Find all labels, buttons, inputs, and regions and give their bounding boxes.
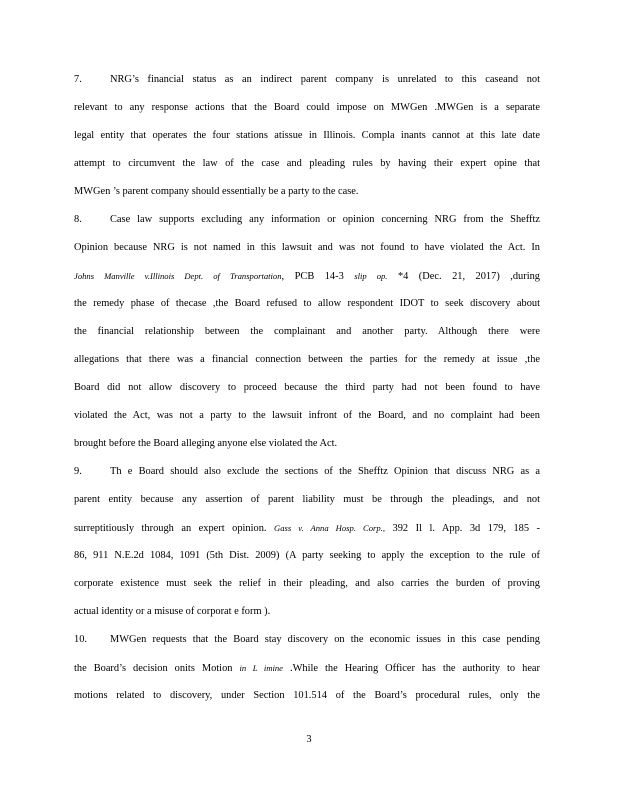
slip-op-italic: slip op. [354, 271, 388, 281]
line-text: NRG’s financial status as an indirect parent company is unrelated to this caseand not [110, 74, 540, 85]
paragraph-7-line-5: MWGen ’s parent company should essentially be a party to the case. [74, 186, 359, 197]
paragraph-9-line-1 [74, 465, 540, 479]
paragraph-number: 9. [74, 466, 82, 477]
paragraph-8-line-9: brought before the Board alleging anyone else violated the Act. [74, 438, 338, 449]
case-citation-gass: Gass v. Anna Hosp. Corp., [274, 523, 385, 533]
paragraph-7-line-1 [74, 73, 540, 87]
paragraph-8-line-4: the remedy phase of thecase ,the Board refused to allow respondent IDOT to seek discovery about [74, 298, 540, 309]
paragraph-10-line-2 [74, 661, 540, 676]
line-text: Th e Board should also exclude the sections of the Shefftz Opinion that discuss NRG as a [110, 466, 540, 477]
case-citation-johns-manville: Johns Manville v.Illinois Dept. of Transportation [74, 271, 282, 281]
paragraph-7-line-2: relevant to any response actions that the Board could impose on MWGen .MWGen is a separate [74, 102, 540, 113]
paragraph-8-line-3 [74, 269, 540, 284]
paragraph-8-line-6: allegations that there was a financial connection between the parties for the remedy at issue ,the [74, 354, 540, 365]
paragraph-number: 10. [74, 634, 87, 645]
paragraph-number: 7. [74, 74, 82, 85]
paragraph-8-line-2: Opinion because NRG is not named in this lawsuit and was not found to have violated the Act. In [74, 242, 540, 253]
line-text: surreptitiously through an expert opinion. [74, 523, 267, 534]
paragraph-7-line-4: attempt to circumvent the law of the case and pleading rules by having their expert opine that [74, 158, 540, 169]
paragraph-9-line-5: corporate existence must seek the relief in their pleading, and also carries the burden of proving [74, 578, 540, 589]
line-text: the Board’s decision onits Motion [74, 663, 233, 674]
paragraph-10-line-1 [74, 633, 540, 647]
line-text: MWGen requests that the Board stay discovery on the economic issues in this case pending [110, 634, 540, 645]
paragraph-8-line-7: Board did not allow discovery to proceed because the third party had not been found to have [74, 382, 540, 393]
line-text: .While the Hearing Officer has the authority to hear [290, 663, 541, 674]
paragraph-8-line-1 [74, 213, 540, 227]
paragraph-10-line-3: motions related to discovery, under Section 101.514 of the Board’s procedural rules, only the [74, 690, 540, 701]
line-text: 392 Il l. App. 3d 179, 185 - [392, 523, 540, 534]
page-number: 3 [306, 734, 312, 745]
paragraph-7-line-3: legal entity that operates the four stations atissue in Illinois. Compla inants cannot at this late date [74, 130, 540, 141]
line-text: , PCB 14-3 [281, 271, 344, 282]
paragraph-8-line-5: the financial relationship between the complainant and another party. Although there were [74, 326, 540, 337]
line-text: *4 (Dec. 21, 2017) ,during [397, 271, 540, 282]
paragraph-9-line-6: actual identity or a misuse of corporat e form ). [74, 606, 271, 617]
in-limine-italic: in L imine [239, 663, 283, 673]
paragraph-9-line-3 [74, 521, 540, 536]
paragraph-number: 8. [74, 214, 82, 225]
line-text: Case law supports excluding any information or opinion concerning NRG from the Shefftz [110, 214, 540, 225]
paragraph-9-line-4: 86, 911 N.E.2d 1084, 1091 (5th Dist. 2009) (A party seeking to apply the exception to the rule of [74, 550, 540, 561]
paragraph-8-line-8: violated the Act, was not a party to the lawsuit infront of the Board, and no complaint had been [74, 410, 540, 421]
paragraph-9-line-2: parent entity because any assertion of parent liability must be through the pleadings, and not [74, 494, 540, 505]
